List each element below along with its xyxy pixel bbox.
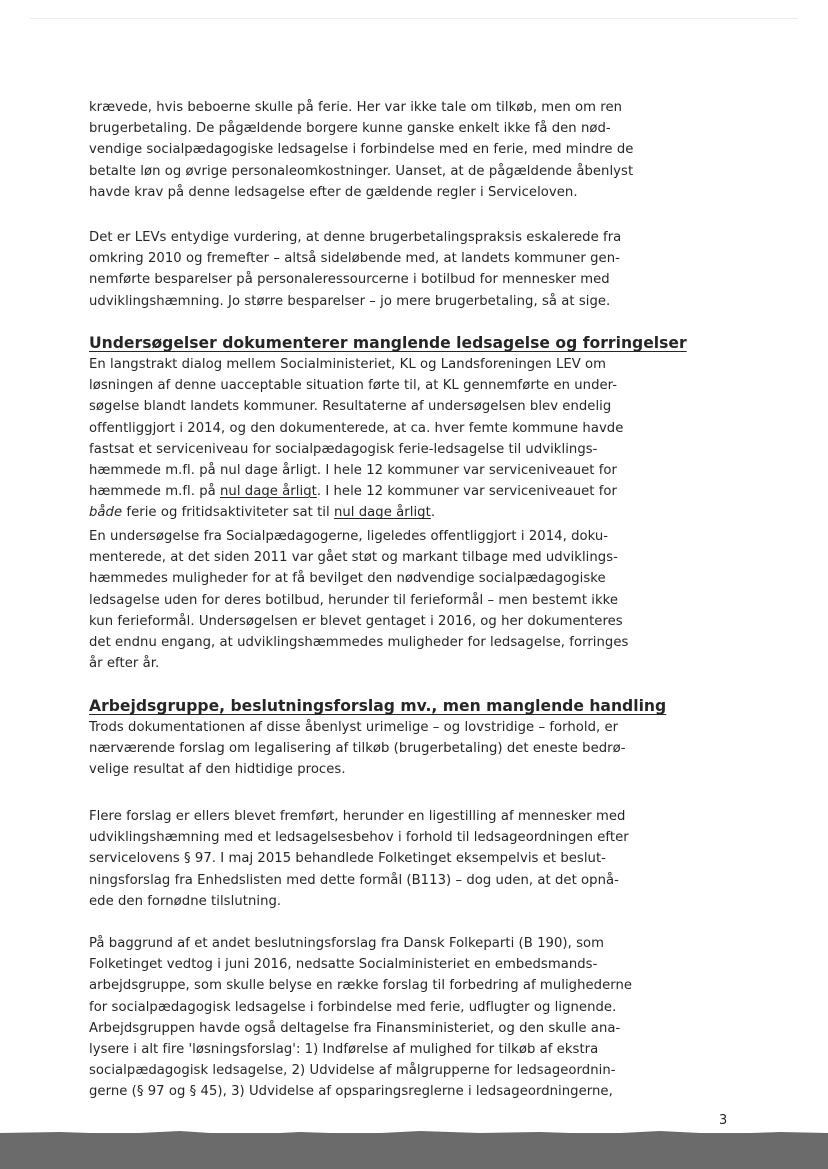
italic-word: både xyxy=(89,505,123,521)
text-line: socialpædagogisk ledsagelse, 2) Udvidelse af målgrupperne for ledsageordnin- xyxy=(89,1063,616,1079)
text-line: udviklingshæmning med et ledsagelsesbehov i forhold til ledsageordningen efter xyxy=(89,830,629,846)
text-line: Folketinget vedtog i juni 2016, nedsatte Socialministeriet en embedsmands- xyxy=(89,957,598,973)
text-line: Arbejdsgruppen havde også deltagelse fra Finansministeriet, og den skulle ana- xyxy=(89,1020,621,1036)
text-line: havde krav på denne ledsagelse efter de gældende regler i Serviceloven. xyxy=(89,184,578,200)
text-line: hæmmede m.fl. på nul dage årligt. I hele 12 kommuner var serviceniveauet for xyxy=(89,463,618,479)
text-line: En undersøgelse fra Socialpædagogerne, ligeledes offentliggjort i 2014, doku- xyxy=(89,529,609,544)
text-line: Det er LEVs entydige vurdering, at denne brugerbetalingspraksis eskalerede fra xyxy=(89,230,622,245)
section-undersoegelser xyxy=(89,333,769,524)
text-line: brugerbetaling. De pågældende borgere kunne ganske enkelt ikke få den nød- xyxy=(89,121,611,137)
text-line: ede den fornødne tilslutning. xyxy=(89,893,282,909)
text-line: gerne (§ 97 og § 45), 3) Udvidelse af opsparingsreglerne i ledsageordningerne, xyxy=(89,1084,613,1100)
text-line: hæmmede m.fl. på nul dage årligt. I hele 12 kommuner var serviceniveauet for xyxy=(89,484,618,500)
text-line: hæmmedes muligheder for at få bevilget den nødvendige socialpædagogiske xyxy=(89,571,606,587)
text-line: Trods dokumentationen af disse åbenlyst urimelige – og lovstridige – forhold, er xyxy=(89,720,619,735)
text-line: menterede, at det siden 2011 var gået støt og markant tilbage med udviklings- xyxy=(89,550,618,566)
section-heading: Undersøgelser dokumenterer manglende ledsagelse og forringelser xyxy=(89,334,687,352)
paragraph-1 xyxy=(89,97,769,203)
text-line: ledsagelse uden for deres botilbud, herunder til ferieformål – men bestemt ikke xyxy=(89,592,619,608)
text-line: udviklingshæmning. Jo større besparelser – jo mere brugerbetaling, så at sige. xyxy=(89,293,611,309)
text-line: løsningen af denne uacceptable situation førte til, at KL gennemførte en under- xyxy=(89,378,618,394)
scan-shadow-band xyxy=(0,1133,828,1169)
underlined-phrase: nul dage årligt xyxy=(220,484,317,500)
text-line: offentliggjort i 2014, og den dokumenterede, at ca. hver femte kommune havde xyxy=(89,420,624,436)
text-line: krævede, hvis beboerne skulle på ferie. Her var ikke tale om tilkøb, men om ren xyxy=(89,100,623,115)
underlined-phrase: nul dage årligt xyxy=(333,505,431,521)
section-heading: Arbejdsgruppe, beslutningsforslag mv., men manglende handling xyxy=(89,697,667,715)
paragraph-4 xyxy=(89,526,769,674)
text-line: På baggrund af et andet beslutningsforslag fra Dansk Folkeparti (B 190), som xyxy=(89,936,605,951)
paragraph-7 xyxy=(89,933,769,1103)
text-line: servicelovens § 97. I maj 2015 behandlede Folketinget eksempelvis et beslut- xyxy=(89,851,606,867)
text-line: En langstrakt dialog mellem Socialministeriet, KL og Landsforeningen LEV om xyxy=(89,357,607,372)
text-line: lysere i alt fire 'løsningsforslag': 1) Indførelse af mulighed for tilkøb af ekstra xyxy=(89,1042,599,1058)
top-rule xyxy=(30,18,798,19)
text-line: kun ferieformål. Undersøgelsen er blevet gentaget i 2016, og her dokumenteres xyxy=(89,613,623,629)
text-line: arbejdsgruppe, som skulle belyse en række forslag til forbedring af mulighederne xyxy=(89,978,633,994)
text-line: fastsat et serviceniveau for socialpædagogisk ferie-ledsagelse til udviklings- xyxy=(89,441,598,457)
paragraph-6 xyxy=(89,806,769,912)
text-line: nemførte besparelser på personaleressourcerne i botilbud for mennesker med xyxy=(89,272,610,288)
section-arbejdsgruppe xyxy=(89,696,769,781)
page-number: 3 xyxy=(719,1113,728,1128)
text-line: vendige socialpædagogiske ledsagelse i forbindelse med en ferie, med mindre de xyxy=(89,142,634,158)
text-line: betalte løn og øvrige personaleomkostninger. Uanset, at de pågældende åbenlyst xyxy=(89,163,634,179)
paragraph-2 xyxy=(89,227,769,312)
text-line: omkring 2010 og fremefter – altså sideløbende med, at landets kommuner gen- xyxy=(89,251,620,267)
text-line: for socialpædagogisk ledsagelse i forbindelse med ferie, udflugter og lignende. xyxy=(89,999,617,1015)
text-line: det endnu engang, at udviklingshæmmedes muligheder for ledsagelse, forringes xyxy=(89,635,629,651)
text-line: søgelse blandt landets kommuner. Resultaterne af undersøgelsen blev endelig xyxy=(89,399,612,415)
text-line: nærværende forslag om legalisering af tilkøb (brugerbetaling) det eneste bedrø- xyxy=(89,741,626,757)
text-line: år efter år. xyxy=(89,656,160,672)
text-line: Flere forslag er ellers blevet fremført, herunder en ligestilling af mennesker med xyxy=(89,809,626,824)
text-line: ningsforslag fra Enhedslisten med dette formål (B113) – dog uden, at det opnå- xyxy=(89,872,619,888)
text-line: både ferie og fritidsaktiviteter sat til nul dage årligt. xyxy=(89,505,436,521)
text-line: velige resultat af den hidtidige proces. xyxy=(89,762,346,778)
